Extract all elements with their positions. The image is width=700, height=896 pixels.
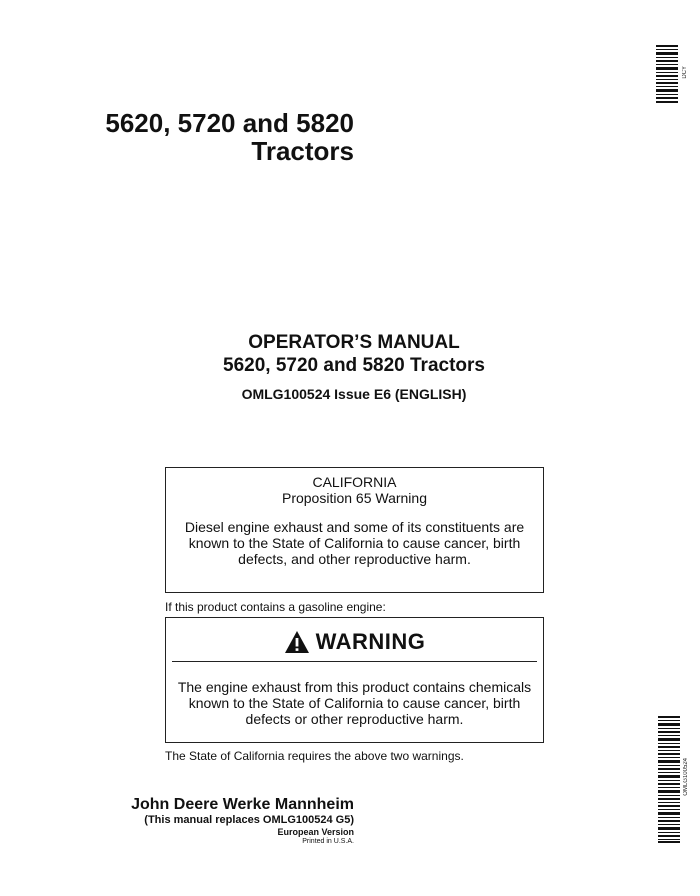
gasoline-warning-box xyxy=(165,617,544,743)
publisher-name: John Deere Werke Mannheim xyxy=(131,796,354,813)
document-title-line-2: Tractors xyxy=(251,136,354,166)
gasoline-engine-note: If this product contains a gasoline engine: xyxy=(165,600,386,614)
california-heading: CALIFORNIA xyxy=(312,474,397,490)
warning-heading: WARNING xyxy=(315,629,426,654)
top-barcode-icon xyxy=(656,45,678,103)
warning-text: The engine exhaust from this product contains chemicals known to the State of California to cause cancer, birth defects or other reproductive harm. xyxy=(177,679,532,727)
proposition-65-heading: Proposition 65 Warning xyxy=(281,490,427,506)
bottom-barcode-code: OMLG100524 xyxy=(683,758,689,796)
california-warning-text: Diesel engine exhaust and some of its constituents are known to the State of California to cause cancer, birth defects, and other reproductive harm. xyxy=(184,519,525,567)
top-barcode-code: DCY xyxy=(682,66,688,79)
version-label: European Version xyxy=(277,827,354,837)
printed-in-label: Printed in U.S.A. xyxy=(302,838,354,845)
warning-header xyxy=(166,628,543,656)
california-warning-box xyxy=(165,467,544,593)
document-title-line-1: 5620, 5720 and 5820 xyxy=(105,108,354,138)
manual-subtitle: 5620, 5720 and 5820 Tractors xyxy=(223,355,485,376)
warning-divider xyxy=(172,661,537,662)
replaces-note: (This manual replaces OMLG100524 G5) xyxy=(144,814,354,826)
state-requirement-note: The State of California requires the above two warnings. xyxy=(165,749,464,763)
manual-issue-number: OMLG100524 Issue E6 (ENGLISH) xyxy=(241,386,467,402)
warning-triangle-icon xyxy=(284,630,310,654)
bottom-barcode-icon xyxy=(658,716,680,843)
manual-title: OPERATOR’S MANUAL xyxy=(248,332,460,353)
